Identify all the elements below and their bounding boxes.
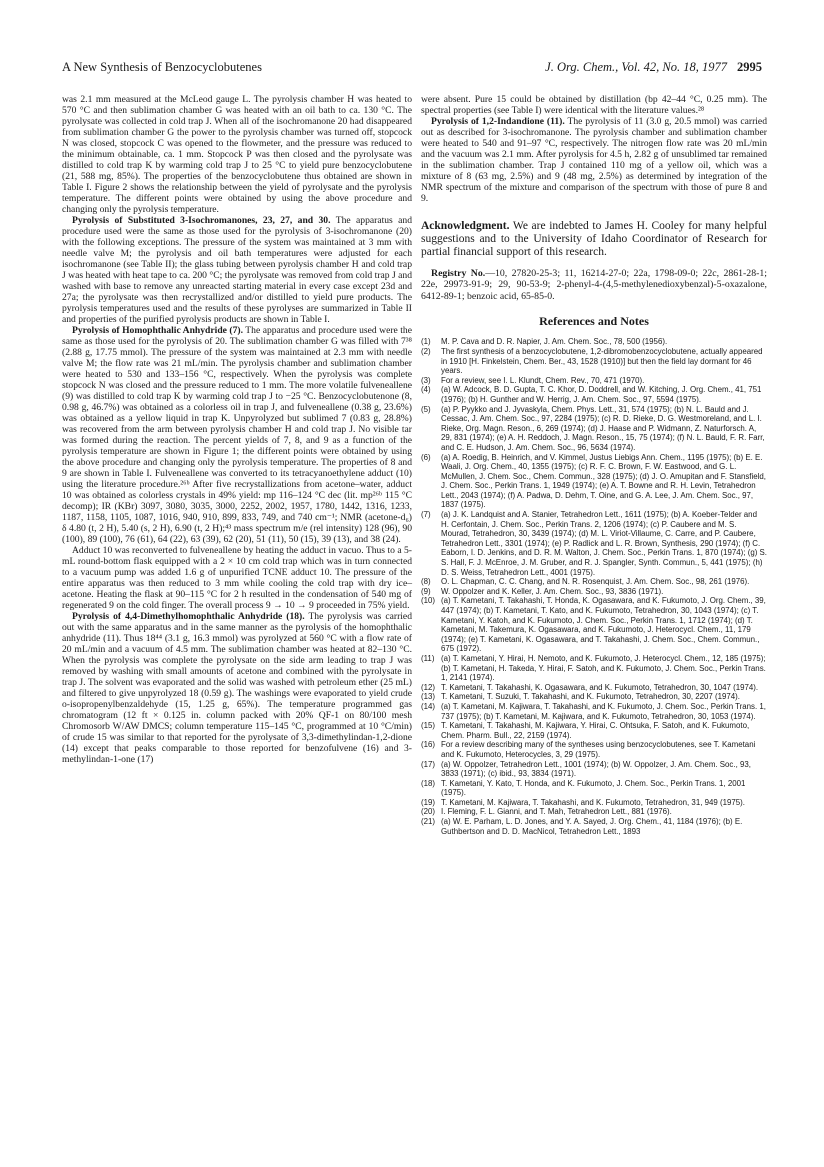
reference-number: (17) — [421, 759, 436, 769]
reference-text: (a) T. Kametani, M. Kajiwara, T. Takahashi, and K. Fukumoto, J. Chem. Soc., Perkin Trans. 1, 737 (1975); (b) T. Kametani, M. Kajiwara, and K. Fukumoto, Tetrahedron, 30, 1053 (1974). — [441, 701, 766, 721]
right-column — [421, 94, 767, 836]
reference-text: (a) T. Kametani, T. Takahashi, T. Honda, K. Ogasawara, and K. Fukumoto, J. Org. Chem., 39, 447 (1974); (b) T. Kametani, T. Kato, and K. Fukumoto, Tetrahedron, 30, 1043 (1974); (c) T. Kametani, Y. Katoh, and K. Fukumoto, J. Chem. Soc., Perkin Trans. 1, 1712 (1974); (d) T. Kametani, M. Takemura, K. Ogasawara, and K. Fukumoto, J. Heterocycl. Chem., 11, 179 (1974); (e) T. Kametani, K. Ogasawara, and T. Takahashi, J. Chem. Soc., Chem. Commun., 675 (1972). — [441, 596, 766, 654]
reference-text: M. P. Cava and D. R. Napier, J. Am. Chem. Soc., 78, 500 (1956). — [441, 337, 668, 347]
reference-number: (1) — [421, 337, 431, 347]
reference-item — [421, 807, 767, 817]
paragraph — [62, 94, 412, 215]
reference-item — [421, 760, 767, 779]
running-title: A New Synthesis of Benzocyclobutenes — [62, 60, 262, 74]
reference-number: (2) — [421, 346, 431, 356]
run-in-heading: Pyrolysis of Substituted 3-Isochromanones, 23, 27, and 30. — [72, 215, 331, 226]
reference-text: T. Kametani, T. Suzuki, T. Takahashi, and K. Fukumoto, Tetrahedron, 30, 2207 (1974). — [441, 692, 740, 702]
paragraph-text: The apparatus and procedure used were the same as those used for the pyrolysis of 3-isochromanone (20) with the following exceptions. The pressure of the system was maintained at 3 mm with needle valve M; the pyrolysis and oil bath temperatures were adjusted for each isochromanone (see Table II); the glass tubing between pyrolysis chamber H and cold trap J was heated with heat tape to ca. 200 °C; the pyrolysate was removed from cold trap J and washed with base to remove any unreacted starting material in every case except 23d and 27a; the pyrolysate was then recrystallized and/or distilled to yield pure products. The pyrolysis temperatures used and the results of these pyrolyses are summarized in Table II and properties of the purified pyrolysis products are shown in Table I. — [62, 215, 412, 325]
reference-text: T. Kametani, M. Kajiwara, T. Takahashi, and K. Fukumoto, Tetrahedron, 31, 949 (1975). — [441, 797, 745, 807]
reference-text: (a) J. K. Landquist and A. Stanier, Tetrahedron Lett., 1611 (1975); (b) A. Koeber-Telder and H. Cerfontain, J. Chem. Soc., Perkin Trans. 2, 1206 (1974); (c) P. Caubere and M. S. Mourad, Tetrahedron, 30, 3439 (1974); (d) M. L. Viriot-Villaume, C. Carre, and P. Caubere, Tetrahedron Lett., 3301 (1974); (e) P. Radlick and L. R. Brown, Synthesis, 290 (1974); (f) C. Eaborn, I. D. Jenkins, and D. R. M. Walton, J. Chem. Soc., Perkin Trans. 1, 870 (1974); (g) S. S. Hall, F. J. McEnroe, J. M. Gruber, and R. J. Spangler, Synth. Commun., 5, 441 (1975); (h) D. S. Weiss, Tetrahedron Lett., 4001 (1975). — [441, 510, 767, 577]
registry-heading: Registry No. — [431, 267, 486, 279]
reference-item — [421, 405, 767, 453]
paragraph — [62, 545, 412, 611]
reference-item — [421, 385, 767, 404]
paragraph-text: Adduct 10 was reconverted to fulveneallene by heating the adduct in vacuo. Thus to a 5-mL round-bottom flask equipped with a 2 × 10 cm cold trap which was in turn connected to a vacuum pump was added 1.6 g of unpurified TCNE adduct 10. The pressure of the entire apparatus was then reduced to 3 mm while cooling the cold trap with dry ice–acetone. Heating the flask at 90–115 °C for 2 h resulted in the condensation of 540 mg of regenerated 9 on the cold finger. The overall process 9 → 10 → 9 proceeded in 75% yield. — [62, 545, 412, 611]
reference-item — [421, 683, 767, 693]
paragraph — [62, 611, 412, 765]
reference-number: (20) — [421, 807, 436, 817]
acknowledgment — [421, 220, 767, 260]
reference-number: (3) — [421, 375, 431, 385]
registry-text: —10, 27820-25-3; 11, 16214-27-0; 22a, 1798-09-0; 22c, 2861-28-1; 22e, 29973-91-9; 29, 90-53-9; 2-phenyl-4-(4,5-methylenedioxybenzal)-5-oxazalone, 6412-89-1; benzoic acid, 65-85-0. — [421, 267, 767, 302]
reference-item — [421, 376, 767, 386]
references-heading: References and Notes — [539, 314, 649, 329]
reference-text: W. Oppolzer and K. Keller, J. Am. Chem. Soc., 93, 3836 (1971). — [441, 586, 664, 596]
paragraph-text: The pyrolysis of 11 (3.0 g, 20.5 mmol) was carried out as described for 3-isochromanone. The pyrolysis chamber and sublimation chamber were heated to 540 and 91–97 °C, respectively. The nitrogen flow rate was 20 mL/min and the vacuum was 2.1 mm. After pyrolysis for 4.5 h, 2.82 g of unsublimed tar remained in the sublimation chamber. Trap J contained 110 mg of a yellow oil, which was a mixture of 8 (63 mg, 2.5%) and 9 (48 mg, 2.5%) as determined by integration of the NMR spectrum of the mixture and comparison of the spectrum with those of pure 8 and 9. — [421, 116, 767, 204]
paragraph-text: The pyrolysis was carried out with the same apparatus and in the same manner as the pyrolysis of the homophthalic anhydride (11). Thus 18⁴⁴ (3.1 g, 16.3 mmol) was pyrolyzed at 560 °C with a flow rate of 20 mL/min and a vacuum of 4.5 mm. The sublimation chamber was heated at 82–130 °C. When the pyrolysis was complete the pyrolysate on the side arm leading to trap J was removed by washing with small amounts of acetone and combined with the pyrolysate in trap J. The solvent was evaporated and the solid was washed with petroleum ether (25 mL) and filtered to give unpyrolyzed 18 (0.59 g). The washings were evaporated to yield crude o-isopropenylbenzaldehyde (15, 1.25 g, 65%). The temperature programmed gas chromatogram (12 ft × 0.125 in. column packed with 20% QF-1 on 80/100 mesh Chromosorb W/AW DMCS; column temperature 115–145 °C, programmed at 10 °C/min) of crude 15 was similar to that reported for the pyrolysate of 3,3-dimethylindan-1,2-dione (14) except that peaks comparable to those reported for benzofulvene (16) and 3-methylindan-1-one (17) — [62, 611, 412, 765]
reference-item — [421, 779, 767, 798]
paragraph-text: was 2.1 mm measured at the McLeod gauge L. The pyrolysis chamber H was heated to 570 °C and then sublimation chamber G was heated with an oil bath to ca. 130 °C. The pyrolysate was collected in cold trap J. When all of the isochromanone 20 had disappeared from sublimation chamber G the power to the pyrolysis chamber was turned off, stopcock N was closed, stopcock C was opened to the flowmeter, and the pressure was reduced to the minimum obtainable, ca. 1 mm. Stopcock P was then closed and the pyrolysate was distilled to cold trap K by warming cold trap J to 25 °C to yield pure benzocyclobutene (21, 588 mg, 85%). The properties of the benzocyclobutene thus obtained are shown in Table I. Figure 2 shows the relationship between the yield of pyrolysate and the pyrolysis temperature. The different points were obtained by using the above procedure and changing only the pyrolysis temperature. — [62, 94, 412, 215]
paragraph-text: The apparatus and procedure used were the same as those used for the pyrolysis of 20. The sublimation chamber G was filled with 7³⁸ (2.88 g, 17.75 mmol). The pressure of the system was maintained at 2.3 mm with needle valve M; the flow rate was 21 mL/min. The pyrolysis chamber and sublimation chamber were heated to 530 and 133–156 °C, respectively. When the pyrolysis was complete stopcock N was closed and the pressure reduced to 1 mm. The more volatile fulveneallene (9) was distilled to cold trap K by warming cold trap J to −25 °C. Benzocyclobutenone (8, 0.98 g, 46.7%) was obtained as a colorless oil in trap J, and fulveneallene (0.38 g, 23.6%) was obtained as a yellow liquid in trap K. Unpyrolyzed but sublimed 7 (0.83 g, 28.8%) was recovered from the arm between pyrolysis chamber H and cold trap J. No visible tar was formed during the reaction. The percent yields of 7, 8, and 9 as a function of the pyrolysis temperature are shown in Figure 1; the different points were obtained by using the above procedure and changing only the pyrolysis temperature. The properties of 8 and 9 are shown in Table I. Fulveneallene was converted to its tetracyanoethylene adduct (10) using the literature procedure.²⁶ᵇ After five recrystallizations from acetone–water, adduct 10 was obtained as colorless crystals in 49% yield: mp 116–124 °C dec (lit. mp²⁶ᵇ 115 °C decomp); IR (KBr) 3097, 3080, 3035, 3000, 2252, 2002, 1957, 1780, 1442, 1316, 1233, 1187, 1158, 1105, 1087, 1016, 940, 910, 899, 833, 749, and 740 cm⁻¹; NMR (acetone-d₆) δ 4.80 (t, 2 H), 5.40 (s, 2 H), 6.90 (t, 2 H);⁴³ mass spectrum m/e (rel intensity) 128 (96), 90 (100), 89 (100), 76 (61), 64 (22), 63 (39), 62 (20), 51 (11), 50 (15), 39 (13), and 38 (24). — [62, 325, 412, 545]
run-in-heading: Pyrolysis of Homophthalic Anhydride (7). — [72, 325, 243, 336]
reference-number: (21) — [421, 817, 436, 827]
reference-number: (11) — [421, 653, 435, 663]
reference-item — [421, 587, 767, 597]
reference-item — [421, 721, 767, 740]
acknowledgment-heading: Acknowledgment. — [421, 220, 510, 232]
paragraph — [62, 215, 412, 325]
reference-text: O. L. Chapman, C. C. Chang, and N. R. Rosenquist, J. Am. Chem. Soc., 98, 261 (1976). — [441, 577, 750, 587]
reference-text: (a) W. Adcock, B. D. Gupta, T. C. Khor, D. Doddrell, and W. Kitching, J. Org. Chem., 41, 751 (1976); (b) H. Gunther and W. Herrig, J. Am. Chem. Soc., 97, 5594 (1975). — [441, 385, 762, 404]
page-header — [62, 60, 762, 80]
reference-number: (19) — [421, 797, 436, 807]
reference-text: (a) P. Pyykko and J. Jyvaskyla, Chem. Phys. Lett., 31, 574 (1975); (b) N. L. Bauld and J. Cessac, J. Am. Chem. Soc., 97, 2284 (1975); (c) R. D. Rieke, D. G. Westmoreland, and L. I. Rieke, Org. Magn. Reson., 6, 269 (1974); (d) J. Haase and P. Widmann, Z. Naturforsch. A, 29, 831 (1974); (e) A. H. Reddoch, J. Magn. Reson., 15, 75 (1974); (f) N. L. Bauld, F. R. Farr, and C. E. Hudson, J. Am. Chem. Soc., 96, 5634 (1974). — [441, 404, 765, 452]
reference-number: (12) — [421, 682, 436, 692]
reference-item — [421, 654, 767, 683]
reference-item — [421, 692, 767, 702]
reference-text: (a) T. Kametani, Y. Hirai, H. Nemoto, and K. Fukumoto, J. Heterocycl. Chem., 12, 185 (1975); (b) T. Kametani, H. Takeda, Y. Hirai, F. Satoh, and K. Fukumoto, J. Chem. Soc., Perkin Trans. 1, 2141 (1974). — [441, 653, 766, 683]
reference-number: (14) — [421, 701, 436, 711]
reference-item — [421, 577, 767, 587]
journal-name: J. Org. Chem., Vol. 42, No. 18, 1977 — [545, 60, 727, 74]
reference-item — [421, 798, 767, 808]
reference-item — [421, 510, 767, 577]
run-in-heading: Pyrolysis of 1,2-Indandione (11). — [431, 116, 565, 127]
paragraph — [421, 116, 767, 204]
reference-number: (6) — [421, 452, 431, 462]
reference-number: (16) — [421, 740, 436, 750]
reference-text: (a) W. Oppolzer, Tetrahedron Lett., 1001 (1974); (b) W. Oppolzer, J. Am. Chem. Soc., 93, 3833 (1971); (c) ibid., 93, 3834 (1971). — [441, 759, 751, 779]
left-column — [62, 94, 412, 765]
paragraph — [62, 325, 412, 545]
reference-number: (15) — [421, 721, 436, 731]
reference-item — [421, 337, 767, 347]
reference-text: T. Kametani, T. Takahashi, M. Kajiwara, Y. Hirai, C. Ohtsuka, F. Satoh, and K. Fukumoto, Chem. Pharm. Bull., 22, 2159 (1974). — [441, 721, 750, 740]
reference-text: (a) W. E. Parham, L. D. Jones, and Y. A. Sayed, J. Org. Chem., 41, 1184 (1976); (b) E. Guthbertson and D. D. MacNicol, Tetrahedron Lett., 1893 — [441, 817, 743, 836]
reference-item — [421, 347, 767, 376]
reference-item — [421, 453, 767, 511]
reference-number: (9) — [421, 586, 431, 596]
reference-number: (7) — [421, 510, 431, 520]
paragraph — [421, 94, 767, 116]
experimental-continued — [421, 94, 767, 204]
reference-text: (a) A. Roedig, B. Heinrich, and V. Kimmel, Justus Liebigs Ann. Chem., 1195 (1975); (b) E. E. Waali, J. Org. Chem., 40, 1355 (1975); (c) R. F. C. Brown, F. W. Eastwood, and G. L. McMullen, J. Chem. Soc., Chem. Commun., 328 (1975); (d) J. O. Amupitan and F. Stansfield, J. Chem. Soc., Perkin Trans. 1, 1949 (1974); (e) A. T. Bowne and R. H. Levin, Tetrahedron Lett., 2043 (1974); (f) A. Padwa, D. Dehm, T. Oine, and G. A. Lee, J. Am. Chem. Soc., 97, 1837 (1975). — [441, 452, 766, 510]
reference-item — [421, 740, 767, 759]
registry-numbers — [421, 268, 767, 303]
page-number: 2995 — [737, 60, 762, 74]
reference-list — [421, 337, 767, 836]
reference-item — [421, 596, 767, 654]
reference-text: For a review describing many of the syntheses using benzocyclobutenes, see T. Kametani and K. Fukumoto, Heterocycles, 3, 29 (1975). — [441, 740, 756, 759]
run-in-heading: Pyrolysis of 4,4-Dimethylhomophthalic Anhydride (18). — [72, 611, 305, 622]
acknowledgment-text: We are indebted to James H. Cooley for many helpful suggestions and to the University of Idaho Coordinator of Research for partial financial support of this research. — [421, 220, 768, 259]
reference-item — [421, 702, 767, 721]
reference-text: T. Kametani, Y. Kato, T. Honda, and K. Fukumoto, J. Chem. Soc., Perkin Trans. 1, 2001 (1975). — [441, 778, 746, 798]
reference-number: (5) — [421, 404, 431, 414]
reference-number: (10) — [421, 596, 436, 606]
reference-number: (8) — [421, 577, 431, 587]
paragraph-text: were absent. Pure 15 could be obtained by distillation (bp 42–44 °C, 0.25 mm). The spectral properties (see Table I) were identical with the literature values.²⁸ — [421, 94, 767, 116]
reference-number: (18) — [421, 778, 436, 788]
reference-item — [421, 817, 767, 836]
reference-text: The first synthesis of a benzocyclobutene, 1,2-dibromobenzocyclobutene, actually appeared in 1910 [H. Finkelstein, Chem. Ber., 43, 1528 (1910)] but then the field lay dormant for 46 years. — [441, 346, 763, 376]
reference-number: (13) — [421, 692, 436, 702]
reference-number: (4) — [421, 385, 431, 395]
reference-text: T. Kametani, T. Takahashi, K. Ogasawara, and K. Fukumoto, Tetrahedron, 30, 1047 (1974). — [441, 682, 759, 692]
reference-text: I. Fleming, F. L. Gianni, and T. Mah, Tetrahedron Lett., 881 (1976). — [441, 807, 672, 817]
reference-text: For a review, see I. L. Klundt, Chem. Rev., 70, 471 (1970). — [441, 375, 645, 385]
journal-citation — [545, 60, 762, 75]
